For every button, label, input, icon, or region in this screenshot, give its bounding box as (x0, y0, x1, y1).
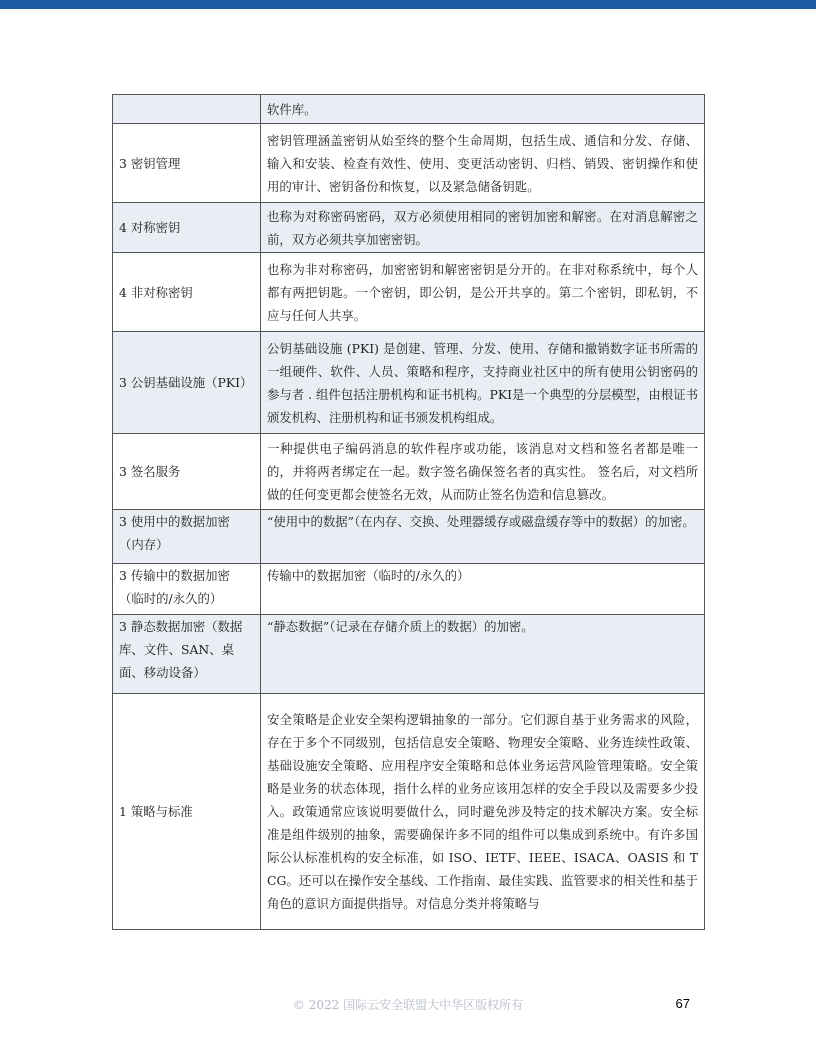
row-label: 3 签名服务 (113, 434, 261, 510)
row-description: 密钥管理涵盖密钥从始至终的整个生命周期，包括生成、通信和分发、存储、输入和安装、检查有效性、使用、变更活动密钥、归档、销毁、密钥操作和使用的审计、密钥备份和恢复，以及紧急储备钥匙。 (261, 124, 705, 203)
row-label: 1 策略与标准 (113, 694, 261, 930)
row-description: 也称为非对称密码，加密密钥和解密密钥是分开的。在非对称系统中，每个人都有两把钥匙。一个密钥，即公钥，是公开共享的。第二个密钥，即私钥，不应与任何人共享。 (261, 253, 705, 332)
table-row (113, 615, 705, 694)
row-description: 也称为对称密码密码，双方必须使用相同的密钥加密和解密。在对消息解密之前，双方必须共享加密密钥。 (261, 203, 705, 253)
table-row (113, 510, 705, 564)
table-row (113, 95, 705, 124)
row-description: “使用中的数据”（在内存、交换、处理器缓存或磁盘缓存等中的数据）的加密。 (261, 510, 705, 564)
row-label: 4 对称密钥 (113, 203, 261, 253)
row-label: 3 密钥管理 (113, 124, 261, 203)
table-row (113, 253, 705, 332)
row-label: 3 静态数据加密（数据库、文件、SAN、桌面、移动设备） (113, 615, 261, 694)
row-label: 3 公钥基础设施（PKI） (113, 332, 261, 434)
table-row (113, 124, 705, 203)
row-label: 3 使用中的数据加密（内存） (113, 510, 261, 564)
page-number: 67 (675, 996, 690, 1011)
row-label (113, 95, 261, 124)
row-description: 传输中的数据加密（临时的/永久的） (261, 564, 705, 615)
table-row (113, 694, 705, 930)
table-row (113, 203, 705, 253)
header-accent-bar (0, 0, 816, 9)
row-description: 公钥基础设施 (PKI) 是创建、管理、分发、使用、存储和撤销数字证书所需的一组硬件、软件、人员、策略和程序，支持商业社区中的所有使用公钥密码的参与者 . 组件包括注册机构和证书机构。PKI是一个典型的分层模型，由根证书颁发机构、注册机构和证书颁发机构组成。 (261, 332, 705, 434)
security-components-table (112, 94, 705, 930)
row-label: 3 传输中的数据加密（临时的/永久的） (113, 564, 261, 615)
table-row (113, 564, 705, 615)
table-row (113, 434, 705, 510)
footer-copyright: © 2022 国际云安全联盟大中华区版权所有 (292, 998, 524, 1012)
row-description: 一种提供电子编码消息的软件程序或功能，该消息对文档和签名者都是唯一的，并将两者绑定在一起。数字签名确保签名者的真实性。 签名后，对文档所做的任何变更都会使签名无效，从而防止签名伪造和信息篡改。 (261, 434, 705, 510)
row-description: 软件库。 (261, 95, 705, 124)
row-description: 安全策略是企业安全架构逻辑抽象的一部分。它们源自基于业务需求的风险，存在于多个不同级别，包括信息安全策略、物理安全策略、业务连续性政策、基础设施安全策略、应用程序安全策略和总体业务运营风险管理策略。安全策略是业务的状态体现，指什么样的业务应该用怎样的安全手段以及需要多少投入。政策通常应该说明要做什么，同时避免涉及特定的技术解决方案。安全标准是组件级别的抽象，需要确保许多不同的组件可以集成到系统中。有许多国际公认标准机构的安全标准，如 ISO、IETF、IEEE、ISACA、OASIS 和 TCG。还可以在操作安全基线、工作指南、最佳实践、监管要求的相关性和基于角色的意识方面提供指导。对信息分类并将策略与 (261, 694, 705, 930)
table-row (113, 332, 705, 434)
row-label: 4 非对称密钥 (113, 253, 261, 332)
row-description: “静态数据”（记录在存储介质上的数据）的加密。 (261, 615, 705, 694)
